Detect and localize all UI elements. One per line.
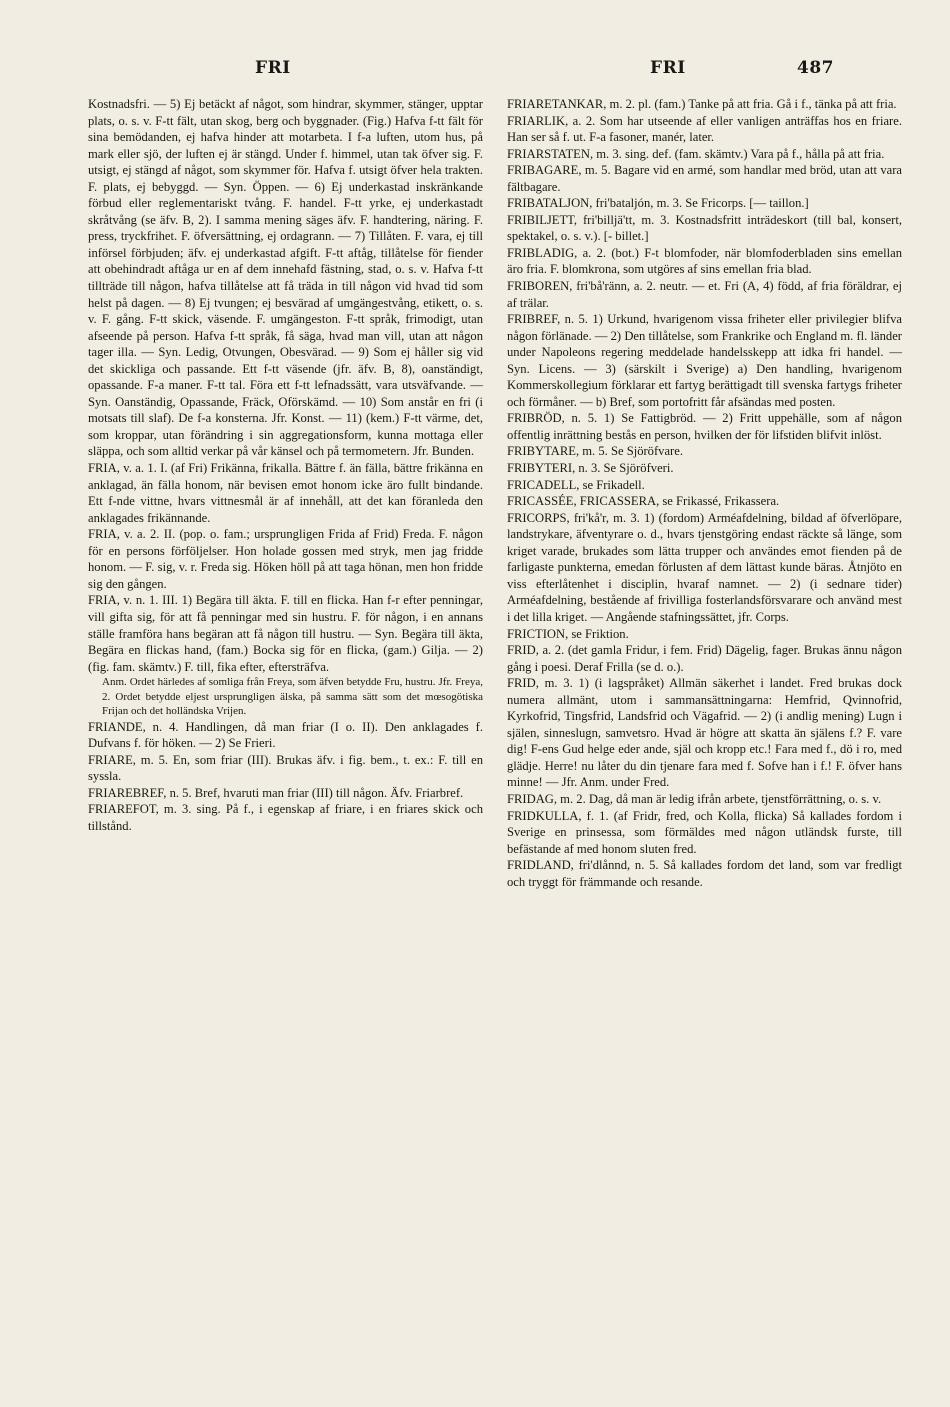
entry-fribyteri: FRIBYTERI, n. 3. Se Sjöröfveri.: [507, 461, 674, 476]
entry-fribataljon: FRIBATALJON, fri'bataljón, m. 3. Se Fricorps. [— taillon.]: [507, 196, 809, 211]
entry-fria-1: FRIA, v. a. 1. I. (af Fri) Frikänna, frikalla. Bättre f. än fälla, bättre frikänna en anklagad, än fälla honom, när bevisen emot honom icke äro fullt bindande. Ett f-nde vittne, hvars vittnesmål är af innehåll, att det kan föranleda den anklagades frikännande.: [88, 461, 483, 525]
entry-fribrod: FRIBRÖD, n. 5. 1) Se Fattigbröd. — 2) Fritt uppehälle, som af någon offentlig inrättning bestås en person, hvilken der för lifstiden blifvit inlöst.: [507, 411, 902, 442]
entry-fribladig: FRIBLADIG, a. 2. (bot.) F-t blomfoder, när blomfoderbladen sins emellan äro fria. F. blomkrona, som utgöres af sins emellan fria blad.: [507, 245, 902, 277]
entry-fria-3: FRIA, v. n. 1. III. 1) Begära till äkta. F. till en flicka. Han f-r efter penningar, vill gifta sig, för att få penningar med sin hustru. F. för någon, i en annans ställe framföra hans begäran att få någon till hustru. — Syn. Begära till äkta, Begära en flickas hand, (fam.) Bocka sig för en flicka, (gam.) Gilja. — 2) (fig. fam. skämtv.) F. till, fika efter, eftersträfva.: [88, 593, 483, 674]
entry-friaretankar: FRIARETANKAR, m. 2. pl. (fam.) Tanke på att fria. Gå i f., tänka på att fria.: [507, 97, 897, 111]
entry-friboren: FRIBOREN, fri'bå'ränn, a. 2. neutr. — et. Fri (A, 4) född, af fria föräldrar, ej af trälar.: [507, 279, 902, 310]
entry-fribiljett: FRIBILJETT, fri'billjä'tt, m. 3. Kostnadsfritt inträdeskort (till bal, konsert, spektakel, o. s. v.). [- billet.]: [507, 212, 902, 244]
entry-friction: FRICTION, se Friktion.: [507, 626, 629, 641]
entry-fribref: FRIBREF, n. 5. 1) Urkund, hvarigenom vissa friheter eller privilegier blifva någon förlänade. — 2) Den tillåtelse, som Frankrike och England m. fl. länder under Napoleons regering meddelade handelsskepp att idka fri handel. — Syn. Licens. — 3) (särskilt i Sverige) a) Den handling, hvarigenom Kommerskollegium förklarar ett fartyg berättigadt till svenska fartygs friheter och förmåner. — b) Bref, som portofritt får afsändas med posten.: [507, 312, 902, 409]
entry-frid-adj: FRID, a. 2. (det gamla Fridur, i fem. Frid) Dägelig, fager. Brukas ännu någon gång i poesi. Deraf Frilla (se d. o.).: [507, 643, 902, 674]
running-head-left: FRI: [255, 58, 291, 78]
entry-friarebref: FRIAREBREF, n. 5. Bref, hvaruti man friar (III) till någon. Äfv. Friarbref.: [88, 785, 464, 800]
entry-continuation: Kostnadsfri. — 5) Ej betäckt af något, som hindrar, skymmer, stänger, upptar plats, o. s. v. F-tt fält, utan skog, berg och byggnader. (Fig.) Hafva f-tt fält för sina bemödanden, ej hafva hinder att motarbeta. I f-a luften, utom hus, på mark eller sjö, der luften ej är stängd. Under f. himmel, utan tak öfver sig. F. utsigt, ej stängd af något, som skymmer för. Hafva f. utsigt öfver hela trakten. F. plats, ej bebyggd. — Syn. Öppen. — 6) Ej underkastad inskränkande förbud eller reglementariskt tvång. F. handel. F-tt yrke, ej underkastadt skråtvång (se äfv. B, 2). I samma mening säges äfv. F. handtering, näring. F. press, tryckfrihet. F. öfversättning, ej ordagrann. — 7) Tillåten. F. vara, ej till införsel förbjuden; äfv. ej underkastad afgift. F-tt aftåg, tillåtelse för fiender att obehindradt aftåga ur en af dem innehafd fästning, stad, o. s. v. Hafva f-tt tillträde till någon, hafva tillåtelse att få träda in till någon vid hvad tid som helst på dagen. — 8) Ej tvungen; ej besvärad af umgängestvång, etikett, o. s. v. F. gång. F-tt skick, väsende. F. umgängeston. F-tt språk, frimodigt, utan afseende på person. Hafva f-tt språk, få säga, hvad man vill, utan att någon tager illa. — Syn. Ledig, Otvungen, Obesvärad. — 9) Som ej håller sig vid det skickliga och passande. Ett f-tt väsende (jfr. äfv. B, 8), oanständigt, opassande. F-a maner. F-tt tal. Föra ett f-tt lefnadssätt, vara utsväfvande. — Syn. Oanständig, Opassande, Fräck, Oförskämd. — 10) Som anstår en fri (i motsats till slaf). De f-a konsterna. Jfr. Konst. — 11) (kem.) F-tt värme, det, som kroppar, utan förändring i sin aggregationsform, kunna mottaga eller släppa, och som alltid verkar på vår känsel och på termometern. Jfr. Bunden.: [88, 97, 483, 459]
entry-frid-noun: FRID, m. 3. 1) (i lagspråket) Allmän säkerhet i landet. Fred brukas dock numera allmänt, utom i sammansättningarna: Hemfrid, Qvinnofrid, Kyrkofrid, Tingsfrid, Landsfrid och Vägafrid. — 2) (i andlig mening) Lugn i själen, sinneslugn, samvetsro. Hvad är högre att skatta än själens f.? F. vare dig! F-ens Gud helge eder ande, själ och kropp etc.! Fara med f., dö i ro, med glädje. Herre! nu låter du din tjenare fara med f. Sofve han i f.! F. öfver hans minne! — Jfr. Anm. under Fred.: [507, 676, 902, 790]
right-column: [507, 96, 902, 890]
entry-friarefot: FRIAREFOT, m. 3. sing. På f., i egenskap af friare, i en friares skick och tillstånd.: [88, 802, 483, 833]
entry-fria-2: FRIA, v. a. 2. II. (pop. o. fam.; ursprungligen Frida af Frid) Freda. F. någon för en persons förföljelser. Hon holade gossen med stryk, men jag fridde honom. — F. sig, v. r. Freda sig. Höken höll på att taga hönan, men hon fridde sig den gången.: [88, 527, 483, 591]
entry-friare: FRIARE, m. 5. En, som friar (III). Brukas äfv. i fig. bem., t. ex.: F. till en syssla.: [88, 752, 483, 784]
entry-fribagare: FRIBAGARE, m. 5. Bagare vid en armé, som handlar med bröd, utan att vara fältbagare.: [507, 163, 902, 194]
entry-fricadell: FRICADELL, se Frikadell.: [507, 477, 645, 492]
entry-fridag: FRIDAG, m. 2. Dag, då man är ledig ifrån arbete, tjenstförrättning, o. s. v.: [507, 791, 882, 806]
page-number: 487: [797, 58, 834, 78]
entry-fribytare: FRIBYTARE, m. 5. Se Sjöröfvare.: [507, 444, 683, 459]
entry-friande: FRIANDE, n. 4. Handlingen, då man friar (I o. II). Den anklagades f. Dufvans f. för höken. — 2) Se Frieri.: [88, 719, 483, 751]
entry-friarlik: FRIARLIK, a. 2. Som har utseende af eller vanligen anträffas hos en friare. Han ser så f. ut. F-a fasoner, manér, later.: [507, 113, 902, 145]
entry-fridland: FRIDLAND, fri'dlånnd, n. 5. Så kallades fordom det land, som var fredligt och tryggt för främmande och resande.: [507, 858, 902, 889]
left-column: [88, 96, 483, 834]
entry-friarstaten: FRIARSTATEN, m. 3. sing. def. (fam. skämtv.) Vara på f., hålla på att fria.: [507, 146, 885, 161]
entry-fridkulla: FRIDKULLA, f. 1. (af Fridr, fred, och Kolla, flicka) Så kallades fordom i Sverige en prinsessa, som förmäldes med någon utländsk furste, till befästande af med honom sluten fred.: [507, 808, 902, 856]
entry-fricorps: FRICORPS, fri'kå'r, m. 3. 1) (fordom) Arméafdelning, bildad af öfverlöpare, landstrykare, äfventyrare o. d., hvars tjenstgöring endast räckte så länge, som kriget varade, brukades som lätta trupper och användes emot fienden på de farligaste punkterna, emedan förlusten af dem lättast kunde bäras. Åtnjöto en viss efterlåtenhet i disciplin, hvaraf namnet. — 2) (i sednare tider) Arméafdelning, bestående af frivilliga fosterlandsförsvarare och använd mest i det lilla kriget. — Angående stafningssättet, jfr. Corps.: [507, 510, 902, 624]
entry-fricassee: FRICASSÉE, FRICASSERA, se Frikassé, Frikassera.: [507, 494, 780, 509]
entry-note: Anm. Ordet härledes af somliga från Freya, som äfven betydde Fru, hustru. Jfr. Freya, 2. Ordet betydde eljest ursprungligen älska, på samma sätt som det mœsogötiska Frijan och det holländska Vrijen.: [102, 676, 483, 718]
running-head-right: FRI: [650, 58, 686, 78]
